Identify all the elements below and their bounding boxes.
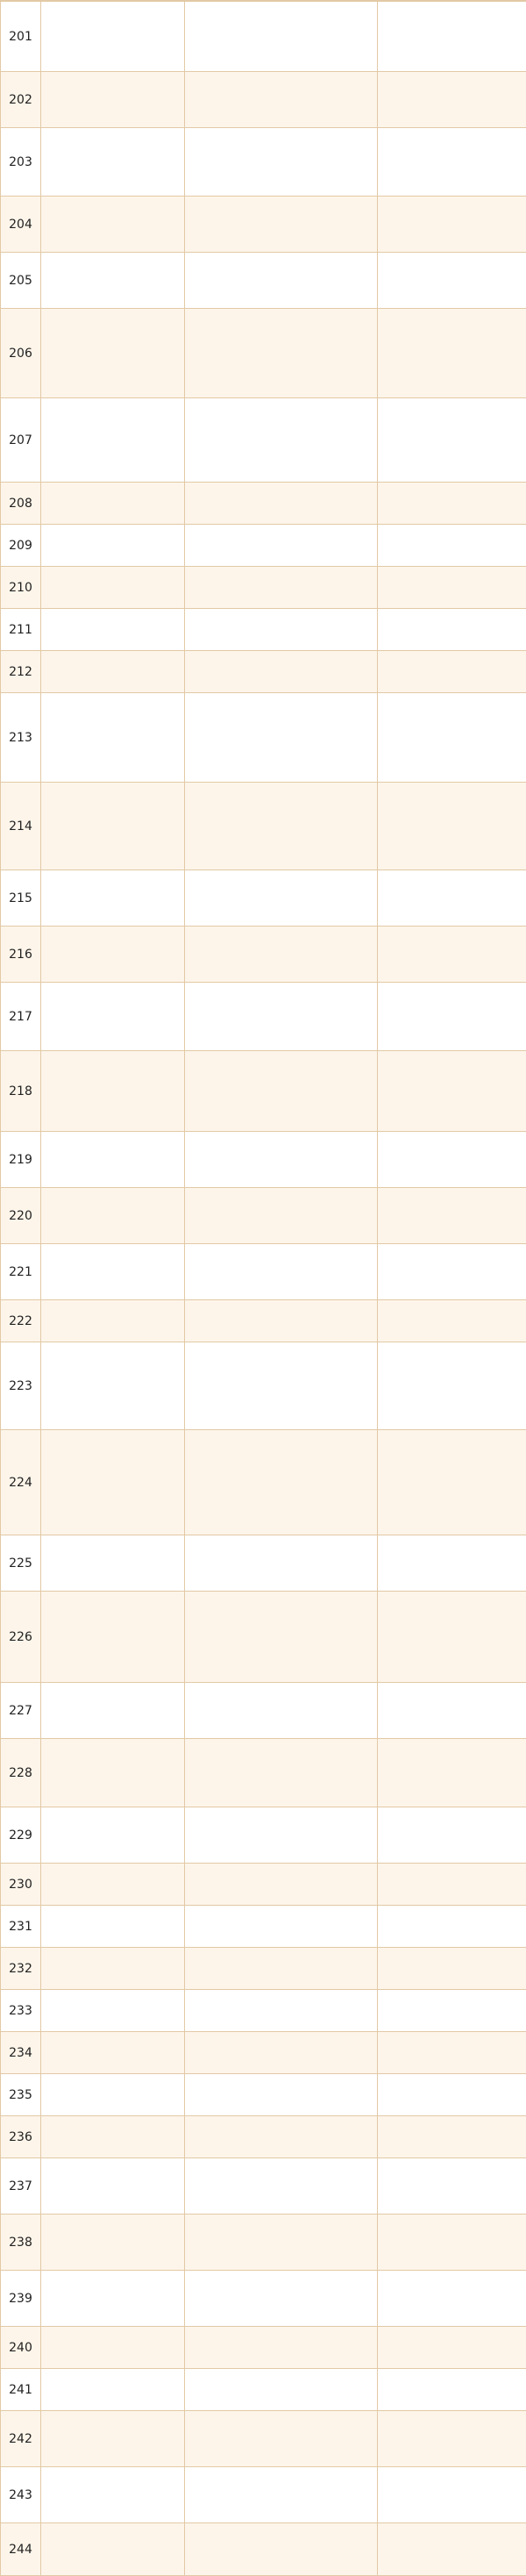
institutions [185, 1864, 378, 1906]
participant-names [378, 609, 526, 651]
project-title [41, 1132, 185, 1188]
table-row [1, 1535, 526, 1592]
table-row [1, 1244, 526, 1300]
institutions [185, 128, 378, 197]
row-number: 238 [1, 2215, 41, 2271]
institutions [185, 1990, 378, 2032]
participant-names [378, 525, 526, 567]
row-number: 235 [1, 2074, 41, 2116]
participant-names [378, 2411, 526, 2467]
row-number: 215 [1, 870, 41, 927]
institutions [185, 253, 378, 309]
row-number: 234 [1, 2032, 41, 2074]
project-title [41, 2369, 185, 2411]
table-row [1, 197, 526, 253]
project-table [0, 1, 526, 2576]
project-title [41, 2074, 185, 2116]
institutions [185, 1430, 378, 1535]
institutions [185, 2116, 378, 2158]
row-number: 222 [1, 1300, 41, 1342]
project-table-body [1, 2, 526, 2576]
project-title [41, 1864, 185, 1906]
table-row [1, 927, 526, 983]
project-title [41, 1807, 185, 1864]
row-number: 214 [1, 783, 41, 870]
institutions [185, 1535, 378, 1592]
participant-names [378, 1683, 526, 1739]
institutions [185, 1948, 378, 1990]
table-row [1, 253, 526, 309]
row-number: 228 [1, 1739, 41, 1807]
table-row [1, 128, 526, 197]
institutions [185, 2158, 378, 2215]
project-title [41, 1244, 185, 1300]
row-number: 219 [1, 1132, 41, 1188]
row-number: 211 [1, 609, 41, 651]
table-row [1, 567, 526, 609]
institutions [185, 2074, 378, 2116]
institutions [185, 483, 378, 525]
participant-names [378, 1535, 526, 1592]
table-row [1, 1864, 526, 1906]
participant-names [378, 1739, 526, 1807]
table-row [1, 2032, 526, 2074]
row-number: 225 [1, 1535, 41, 1592]
project-title [41, 1906, 185, 1948]
institutions [185, 567, 378, 609]
row-number: 216 [1, 927, 41, 983]
institutions [185, 2411, 378, 2467]
institutions [185, 2369, 378, 2411]
table-row [1, 1592, 526, 1683]
row-number: 237 [1, 2158, 41, 2215]
participant-names [378, 783, 526, 870]
participant-names [378, 309, 526, 398]
table-row [1, 1430, 526, 1535]
row-number: 231 [1, 1906, 41, 1948]
row-number: 233 [1, 1990, 41, 2032]
row-number: 201 [1, 2, 41, 72]
table-row [1, 1300, 526, 1342]
row-number: 240 [1, 2327, 41, 2369]
project-title [41, 693, 185, 783]
table-row [1, 525, 526, 567]
participant-names [378, 1807, 526, 1864]
participant-names [378, 2523, 526, 2576]
institutions [185, 398, 378, 483]
row-number: 220 [1, 1188, 41, 1244]
project-title [41, 1051, 185, 1132]
project-title [41, 2271, 185, 2327]
institutions [185, 927, 378, 983]
institutions [185, 1739, 378, 1807]
project-title [41, 1535, 185, 1592]
institutions [185, 2, 378, 72]
participant-names [378, 1342, 526, 1430]
institutions [185, 525, 378, 567]
participant-names [378, 567, 526, 609]
project-title [41, 1683, 185, 1739]
row-number: 202 [1, 72, 41, 128]
row-number: 217 [1, 983, 41, 1051]
project-title [41, 609, 185, 651]
table-row [1, 651, 526, 693]
participant-names [378, 1864, 526, 1906]
table-row [1, 2369, 526, 2411]
institutions [185, 1592, 378, 1683]
participant-names [378, 1132, 526, 1188]
participant-names [378, 72, 526, 128]
institutions [185, 1807, 378, 1864]
project-title [41, 309, 185, 398]
project-title [41, 483, 185, 525]
project-title [41, 1300, 185, 1342]
participant-names [378, 870, 526, 927]
participant-names [378, 197, 526, 253]
table-row [1, 2, 526, 72]
table-row [1, 2411, 526, 2467]
participant-names [378, 1051, 526, 1132]
table-row [1, 1132, 526, 1188]
table-row [1, 1188, 526, 1244]
table-row [1, 983, 526, 1051]
institutions [185, 1051, 378, 1132]
table-row [1, 2327, 526, 2369]
institutions [185, 1906, 378, 1948]
institutions [185, 1244, 378, 1300]
participant-names [378, 651, 526, 693]
institutions [185, 2032, 378, 2074]
table-row [1, 1739, 526, 1807]
row-number: 218 [1, 1051, 41, 1132]
institutions [185, 651, 378, 693]
row-number: 227 [1, 1683, 41, 1739]
project-title [41, 2523, 185, 2576]
row-number: 232 [1, 1948, 41, 1990]
table-row [1, 783, 526, 870]
participant-names [378, 693, 526, 783]
row-number: 230 [1, 1864, 41, 1906]
row-number: 207 [1, 398, 41, 483]
project-title [41, 253, 185, 309]
institutions [185, 1342, 378, 1430]
project-title [41, 783, 185, 870]
table-row [1, 1990, 526, 2032]
participant-names [378, 2215, 526, 2271]
table-row [1, 483, 526, 525]
row-number: 226 [1, 1592, 41, 1683]
row-number: 229 [1, 1807, 41, 1864]
table-row [1, 2523, 526, 2576]
table-row [1, 1342, 526, 1430]
table-row [1, 1807, 526, 1864]
row-number: 236 [1, 2116, 41, 2158]
table-row [1, 2158, 526, 2215]
row-number: 203 [1, 128, 41, 197]
institutions [185, 870, 378, 927]
row-number: 224 [1, 1430, 41, 1535]
table-row [1, 2116, 526, 2158]
table-row [1, 1051, 526, 1132]
institutions [185, 2327, 378, 2369]
project-title [41, 870, 185, 927]
row-number: 212 [1, 651, 41, 693]
institutions [185, 1683, 378, 1739]
project-title [41, 2116, 185, 2158]
participant-names [378, 1430, 526, 1535]
participant-names [378, 2116, 526, 2158]
participant-names [378, 1592, 526, 1683]
project-title [41, 2158, 185, 2215]
project-title [41, 567, 185, 609]
row-number: 209 [1, 525, 41, 567]
table-row [1, 2215, 526, 2271]
participant-names [378, 483, 526, 525]
row-number: 210 [1, 567, 41, 609]
institutions [185, 2467, 378, 2523]
row-number: 239 [1, 2271, 41, 2327]
participant-names [378, 1188, 526, 1244]
table-row [1, 1948, 526, 1990]
participant-names [378, 253, 526, 309]
row-number: 213 [1, 693, 41, 783]
row-number: 242 [1, 2411, 41, 2467]
project-title [41, 1430, 185, 1535]
row-number: 244 [1, 2523, 41, 2576]
table-row [1, 693, 526, 783]
project-title [41, 2327, 185, 2369]
project-title [41, 1188, 185, 1244]
participant-names [378, 2369, 526, 2411]
table-row [1, 2074, 526, 2116]
participant-names [378, 1906, 526, 1948]
participant-names [378, 1948, 526, 1990]
participant-names [378, 2, 526, 72]
project-title [41, 1592, 185, 1683]
participant-names [378, 2467, 526, 2523]
project-title [41, 197, 185, 253]
institutions [185, 2215, 378, 2271]
institutions [185, 1188, 378, 1244]
project-title [41, 525, 185, 567]
project-title [41, 128, 185, 197]
participant-names [378, 1244, 526, 1300]
project-title [41, 1342, 185, 1430]
participant-names [378, 983, 526, 1051]
institutions [185, 1300, 378, 1342]
project-title [41, 1739, 185, 1807]
institutions [185, 693, 378, 783]
institutions [185, 609, 378, 651]
row-number: 221 [1, 1244, 41, 1300]
institutions [185, 197, 378, 253]
table-row [1, 2467, 526, 2523]
institutions [185, 2271, 378, 2327]
project-title [41, 2, 185, 72]
institutions [185, 783, 378, 870]
institutions [185, 2523, 378, 2576]
table-row [1, 1906, 526, 1948]
institutions [185, 1132, 378, 1188]
project-title [41, 2411, 185, 2467]
participant-names [378, 2327, 526, 2369]
row-number: 208 [1, 483, 41, 525]
participant-names [378, 2074, 526, 2116]
table-row [1, 398, 526, 483]
participant-names [378, 128, 526, 197]
project-title [41, 72, 185, 128]
table-row [1, 72, 526, 128]
row-number: 206 [1, 309, 41, 398]
table-row [1, 609, 526, 651]
table-row [1, 2271, 526, 2327]
institutions [185, 309, 378, 398]
participant-names [378, 398, 526, 483]
row-number: 205 [1, 253, 41, 309]
participant-names [378, 2158, 526, 2215]
project-title [41, 1948, 185, 1990]
row-number: 241 [1, 2369, 41, 2411]
row-number: 204 [1, 197, 41, 253]
project-title [41, 651, 185, 693]
participant-names [378, 927, 526, 983]
participant-names [378, 1300, 526, 1342]
row-number: 243 [1, 2467, 41, 2523]
table-row [1, 870, 526, 927]
table-row [1, 309, 526, 398]
institutions [185, 983, 378, 1051]
project-title [41, 983, 185, 1051]
project-title [41, 2032, 185, 2074]
institutions [185, 72, 378, 128]
project-title [41, 2467, 185, 2523]
row-number: 223 [1, 1342, 41, 1430]
table-row [1, 1683, 526, 1739]
project-title [41, 2215, 185, 2271]
participant-names [378, 1990, 526, 2032]
project-title [41, 927, 185, 983]
participant-names [378, 2271, 526, 2327]
project-title [41, 398, 185, 483]
project-title [41, 1990, 185, 2032]
participant-names [378, 2032, 526, 2074]
